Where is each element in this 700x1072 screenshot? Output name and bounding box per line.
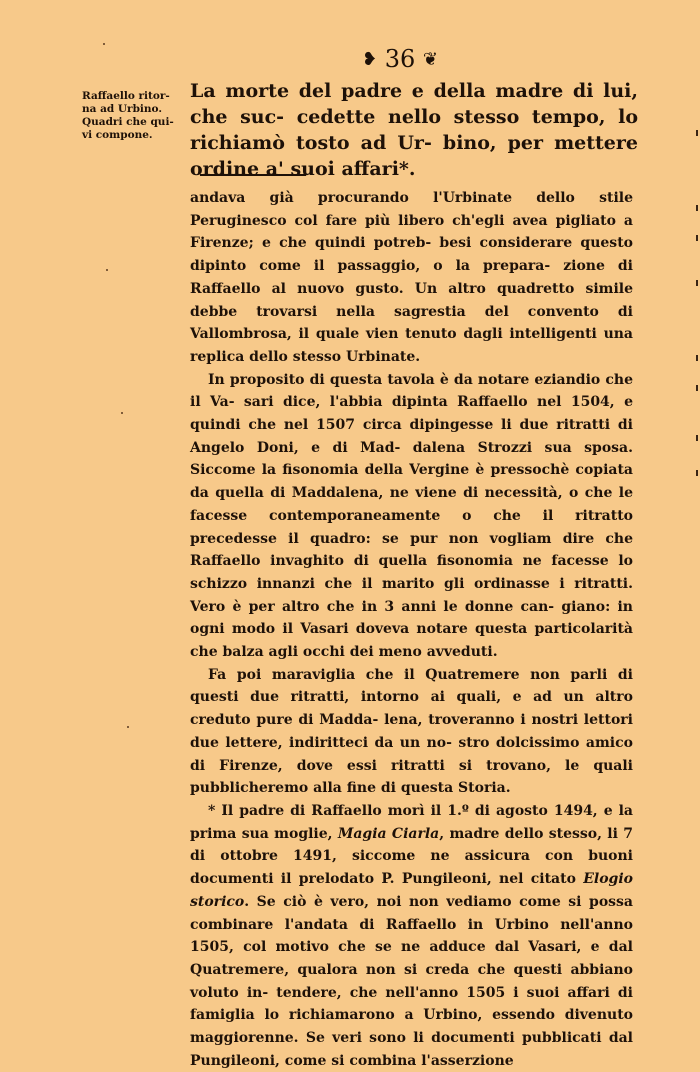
edge-mark [696,205,698,211]
section-divider [200,174,306,176]
footnote [190,800,633,1072]
main-text: La morte del padre e della madre di lui, che suc- cedette nello stesso tempo, lo richiamò tosto ad Ur- bino, per mettere ordine a' suoi affari*. [190,80,638,180]
page-number-value: 36 [384,45,416,73]
edge-mark [696,235,698,241]
edge-mark [696,280,698,286]
paragraph-1: andava già procurando l'Urbinate dello stile Peruginesco col fare più libero ch'egli avea pigliato a Firenze; e che quindi potreb- besi considerare questo dipinto come il passaggio, o la prepara- zione di Raffaello al nuovo gusto. Un altro quadretto simile debbe trovarsi nella sagrestia del convento di Vallombrosa, il quale vien tenuto dagli intelligenti una replica dello stesso Urbinate. [190,190,633,365]
footnote-italic-name: Magia Ciarla [337,825,440,842]
left-ornament-icon: ❥ [361,49,378,70]
edge-mark [696,355,698,361]
page-edge-marks [684,130,698,490]
paragraph-3: Fa poi maraviglia che il Quatremere non parli di questi due ritratti, intorno ai quali, e ad un altro creduto pure di Madda- lena, troveranno i nostri lettori due lettere, indiritteci da un no- stro dolcissimo amico di Firenze, dove essi ritratti si trovano, le quali pubblicheremo alla fine di questa Storia. [190,666,633,797]
edge-mark [696,130,698,136]
edge-mark [696,470,698,476]
footnote-italic-title: Elogio storico [190,871,633,910]
right-ornament-icon: ❦ [422,49,438,70]
footnote-part-3: . Se ciò è vero, noi non vediamo come si possa combinare l'andata di Raffaello in Urbino nell'anno 1505, col motivo che se ne adduce dal Vasari, e dal Quatremere, qualora non si creda che questi abbiano voluto in- tendere, che nell'anno 1505 i suoi affari di famiglia lo richiamarono a Urbino, essendo divenuto maggiorenne. Se veri sono li documenti pubblicati dal Pungileoni, come si combina l'asserzione [190,893,633,1069]
paragraph-2: In proposito di questa tavola è da notare eziandio che il Va- sari dice, l'abbia dipinta Raffaello nel 1504, e quindi che nel 1507 circa dipingesse li due ritratti di Angelo Doni, e di Mad- dalena Strozzi sua sposa. Siccome la fisonomia della Vergine è pressochè copiata da quella di Maddalena, ne viene di necessità, o che le facesse contemporaneamente o che il ritratto precedesse il quadro: se pur non vogliam dire che Raffaello invaghito di quella fisonomia ne facesse lo schizzo innanzi che il marito gli ordinasse i ritratti. Vero è per altro che in 3 anni le donne can- giano: in ogni modo il Vasari doveva notare questa particolarità che balza agli occhi dei meno avveduti. [190,371,633,661]
page-number [340,44,460,75]
paper-speck [106,269,108,271]
edge-mark [696,385,698,391]
continued-text [190,187,633,1072]
paper-speck [103,43,105,45]
paper-speck [127,726,129,728]
footnote-part-1: * Il padre di Raffaello morì il 1.º di agosto 1494, e la prima sua moglie, [190,802,633,842]
paper-speck [121,412,123,414]
edge-mark [696,435,698,441]
footnote-part-2: , madre dello stesso, li 7 di ottobre 1491, siccome ne assicura con buoni documenti il prelodato P. Pungileoni, nel citato [190,825,634,888]
margin-note: Raffaello ritor- na ad Urbino. Quadri che qui- vi compone. [82,90,174,141]
